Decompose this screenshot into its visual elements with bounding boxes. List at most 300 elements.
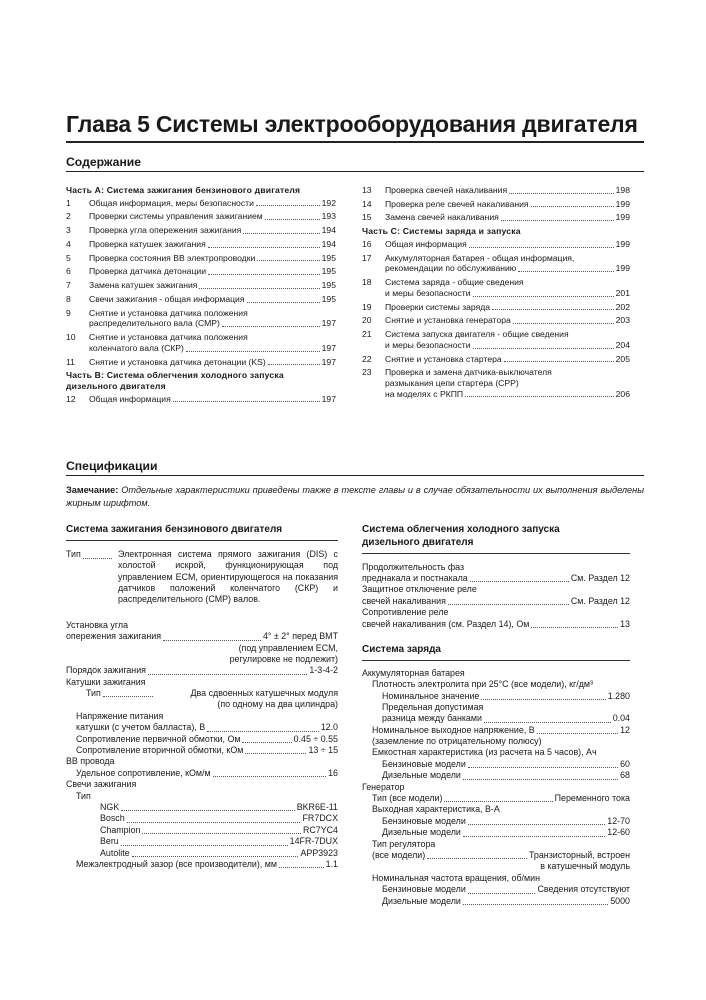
toc-entry [66,280,336,291]
toc-entry-page: 195 [321,266,336,277]
toc-entry-line [385,212,630,223]
toc-entry-page: 205 [615,353,630,364]
prot-row [362,596,630,607]
specs-note [66,484,644,511]
rpm-diesel-value: 5000 [610,895,630,906]
toc-leader-dots [247,302,320,303]
toc-entry-title: Проверки системы управления зажиганием [89,211,263,222]
toc-entry [66,294,336,305]
plug-row [66,848,338,859]
toc-leader-dots [257,260,319,261]
gen-type-value: Переменного тока [554,793,630,804]
out-petrol-value: 12-70 [607,815,630,826]
toc-entry-title-line2: распределительного вала (СМР) [89,318,220,329]
toc-entry-text-block [89,357,336,368]
toc-leader-dots [199,288,319,289]
prot-label-1: Защитное отключение реле [362,584,477,595]
toc-entry-text-block [89,394,336,405]
timing-value-1: 4° ± 2° перед ВМТ [262,631,338,642]
toc-entry-page: 199 [615,198,630,209]
primary-resistance-label: Сопротивление первичной обмотки, Ом [76,733,241,744]
toc-entry-number: 15 [362,212,372,223]
hv-leads-label: ВВ провода [66,756,115,767]
timing-row [66,631,338,642]
toc-entry-line [89,198,336,209]
regulator-value-2: в катушечный модуль [540,861,630,872]
ignition-type-label-cell [66,549,114,606]
toc-entry-title-line1: Проверка и замена датчика-выключателя [385,367,552,378]
toc-entry [362,367,630,399]
nominal-row [362,691,630,702]
toc-entry [66,394,336,405]
out-diesel-label: Дизельные модели [382,827,461,838]
toc-entry-title-line2: и меры безопасности [385,287,471,298]
toc-leader-dots [473,296,614,297]
toc-entry-line [89,239,336,250]
plug-model: BKR6E-11 [296,802,338,812]
chapter-rule [66,141,644,143]
primary-resistance-value: 0.45 ÷ 0.55 [293,733,338,744]
toc-leader-dots [492,309,614,310]
ignition-type-value: Электронная система прямого зажигания (DIS) с холостой искрой, функционирующая под управлением ECM, ориентирующегося на показания датчиков положений коленчатого (СКР) и распределительного (СМР) валов. [118,548,338,605]
toc-entry-number: 5 [66,252,71,263]
toc-entry-page: 202 [615,301,630,312]
toc-entry-line [385,354,630,365]
toc-entry-number: 18 [362,277,372,288]
output-label: Выходная характеристика, В-А [372,804,500,815]
plug-brand: Champion [100,824,141,835]
toc-entry [66,308,336,329]
plugs-type-label: Тип [76,790,91,801]
toc-entry-number: 22 [362,353,372,364]
regulator-value-1: Транзисторный, встроен [529,849,630,860]
supply-row [66,722,338,733]
toc-part-b-heading: Часть B: Система облегчения холодного запуска [66,370,284,381]
toc-entry-page: 199 [615,238,630,249]
toc-leader-dots [243,233,319,234]
toc-entry-line [89,357,336,368]
toc-entry-line [89,280,336,291]
note-text: Отдельные характеристики приведены также в тексте главы и в случае обязательности их выполнения выделены жирным шрифтом. [66,485,644,509]
toc-entry-line [89,394,336,405]
cap-diesel-value: 68 [620,770,630,781]
toc-left-column [66,182,336,407]
coil-type-row [66,688,338,699]
toc-entry-text-block [89,253,336,264]
ignition-type-label: Тип [66,548,81,559]
toc-entry-text-block [89,211,336,222]
contents-rule [66,171,644,172]
toc-entry-page: 204 [615,339,630,350]
out-diesel-value: 12-60 [607,827,630,838]
toc-entry-number: 16 [362,238,372,249]
prot-value: См. Раздел 12 [570,595,630,606]
plug-leader-dots [142,833,301,834]
ignition-spec-column [66,524,338,870]
timing-value-3: регулировке не подлежит) [229,653,338,664]
toc-leader-dots [208,274,320,275]
toc-part-c-list [362,239,630,400]
toc-entry-line [385,185,630,196]
toc-entry-line [89,253,336,264]
toc-entry-title-line1: Система запуска двигателя - общие сведения [385,329,569,340]
toc-right-column [362,184,630,402]
toc-entry-page: 197 [321,393,336,404]
coil-type-value-1: Два сдвоенных катушечных модуля [190,688,338,699]
toc-entry-line [89,266,336,277]
toc-entry-title-line2: рекомендации по обслуживанию [385,263,517,274]
plug-row [66,825,338,836]
ignition-title: Система зажигания бензинового двигателя [66,524,283,535]
plugs-list [66,802,338,859]
toc-entry [362,277,630,298]
toc-entry-text-block [385,302,630,313]
phase-label-1: Продолжительность фаз [362,561,465,572]
toc-entry-title: Замена катушек зажигания [89,280,198,291]
relay-label-2: свечей накаливания (см. Раздел 14), Ом [362,618,530,629]
firing-order-label: Порядок зажигания [66,665,146,676]
primary-resistance-row [66,734,338,745]
toc-part-b-heading-line2: дизельного двигателя [66,381,166,392]
toc-entry-page: 199 [615,263,630,274]
coils-label: Катушки зажигания [66,676,146,687]
toc-leader-dots [265,219,320,220]
firing-order-row [66,665,338,676]
toc-entry-line [89,211,336,222]
toc-entry-title: Проверка свечей накаливания [385,185,508,195]
rpm-diesel-label: Дизельные модели [382,895,461,906]
toc-entry-number: 6 [66,266,71,277]
toc-entry-text-block [385,185,630,196]
toc-leader-dots [268,364,320,365]
toc-part-c-heading: Часть C: Системы заряда и запуска [362,226,521,237]
toc-entry-text-block [385,354,630,365]
toc-entry-title: Снятие и установка стартера [385,353,502,364]
toc-entry-title: Проверка состояния ВВ электропроводки [89,252,256,263]
toc-leader-dots [256,205,320,206]
toc-entry-number: 8 [66,293,71,304]
plug-gap-value: 1.1 [325,858,338,869]
timing-value-2: (под управлением ECM, [238,642,338,653]
regulator-row [362,850,630,861]
timing-label-2: опережения зажигания [66,631,161,642]
toc-entry-text-block [385,199,630,210]
plug-gap-label: Межэлектродный зазор (все производители), мм [76,858,277,869]
ignition-title-rule [66,540,338,541]
toc-leader-dots [531,206,614,207]
ground-note: (заземление по отрицательному полюсу) [372,736,542,747]
toc-entry [362,302,630,313]
density-label: Плотность электролита при 25°С (все модели), кг/дм³ [372,679,593,690]
charging-title-rule [362,660,630,661]
toc-entry-text-block [385,212,630,223]
toc-part-b-list [66,394,336,405]
toc-entry-number: 12 [66,393,76,404]
toc-entry-title-line1: Снятие и установка датчика положения [89,307,248,318]
toc-leader-dots [186,351,320,352]
toc-entry-title-line2: на моделях с РКПП [385,388,464,399]
relay-row [362,619,630,630]
note-label: Замечание: [66,485,119,495]
toc-entry-number: 1 [66,197,71,208]
plug-row [66,813,338,824]
toc-entry-number: 23 [362,367,372,378]
supply-label-1: Напряжение питания [76,710,164,721]
rpm-diesel-row [362,896,630,907]
toc-entry [362,239,630,250]
toc-right-top-list [362,185,630,223]
toc-entry-title: Снятие и установка датчика детонации (KS) [89,356,266,367]
regulator-all-label: (все модели) [372,849,426,860]
toc-entry-page: 197 [321,356,336,367]
regulator-label: Тип регулятора [372,838,436,849]
toc-entry-line [89,318,336,329]
toc-entry-page: 198 [615,185,630,195]
toc-entry-title-line1: Аккумуляторная батарея - общая информация, [385,252,575,263]
toc-entry [66,357,336,368]
plug-row [66,802,338,813]
toc-entry-title: Проверка датчика детонации [89,266,206,277]
out-petrol-row [362,816,630,827]
rpm-petrol-row [362,884,630,895]
toc-entry-text-block [385,315,630,326]
toc-entry [66,225,336,236]
toc-entry-line [385,199,630,210]
toc-entry-title: Общая информация [89,393,171,404]
toc-entry-text-block [385,329,630,350]
cap-diesel-row [362,770,630,781]
toc-entry-line [385,302,630,313]
secondary-resistance-label: Сопротивление вторичной обмотки, кОм [76,745,244,756]
toc-entry-page: 206 [615,388,630,399]
toc-entry-title-line1b: размыкания цепи стартера (СРР) [385,378,519,389]
toc-entry [362,329,630,350]
toc-leader-dots [473,348,614,349]
toc-entry-title: Общая информация [385,238,467,249]
plug-leader-dots [121,845,288,846]
toc-entry-title: Замена свечей накаливания [385,212,499,223]
plug-brand: Beru [100,836,119,847]
toc-entry-page: 192 [321,197,336,208]
toc-entry-page: 199 [615,212,630,223]
maxdiff-label-1: Предельная допустимая [382,701,484,712]
plug-leader-dots [132,856,299,857]
toc-entry [66,211,336,222]
charging-title: Система заряда [362,643,441,655]
generator-label: Генератор [362,781,405,792]
toc-entry-line [385,263,630,274]
toc-entry-page: 193 [321,211,336,222]
rpm-petrol-label: Бензиновые модели [382,884,466,895]
cap-petrol-value: 60 [620,758,630,769]
toc-entry-page: 195 [321,252,336,263]
rpm-label: Номинальная частота вращения, об/мин [372,872,540,883]
plug-row [66,836,338,847]
toc-leader-dots [465,396,614,397]
battery-label: Аккумуляторная батарея [362,667,465,678]
toc-entry-page: 194 [321,225,336,236]
toc-entry-text-block [89,308,336,329]
plug-leader-dots [127,822,301,823]
nominal-value: 1.280 [607,690,630,701]
toc-entry-number: 20 [362,315,372,326]
voltage-label: Номинальное выходное напряжение, В [372,724,535,735]
toc-entry-title: Проверка катушек зажигания [89,238,206,249]
right-spec-column [362,524,630,907]
toc-entry [66,239,336,250]
contents-heading: Содержание [66,155,142,169]
toc-entry-number: 4 [66,238,71,249]
plugs-label: Свечи зажигания [66,779,137,790]
toc-entry-text-block [89,198,336,209]
supply-label-2: катушки (с учетом балласта), В [76,722,206,733]
toc-entry-line [89,343,336,354]
toc-leader-dots [513,323,614,324]
rpm-petrol-value: Сведения отсутствуют [537,884,630,895]
out-petrol-label: Бензиновые модели [382,815,466,826]
relay-value: 13 [620,618,630,629]
voltage-value: 12 [620,724,630,735]
toc-part-a-list [66,198,336,368]
coil-type-label: Тип [86,688,101,699]
toc-entry-line [89,225,336,236]
toc-entry-number: 9 [66,307,71,318]
plug-leader-dots [121,810,294,811]
toc-entry-number: 3 [66,225,71,236]
toc-part-a-heading: Часть A: Система зажигания бензинового двигателя [66,185,301,195]
toc-leader-dots [504,361,614,362]
gen-type-label: Тип (все модели) [372,793,443,804]
toc-entry-number: 7 [66,280,71,291]
phase-row [362,573,630,584]
toc-entry-title: Проверки системы заряда [385,301,491,312]
cap-diesel-label: Дизельные модели [382,770,461,781]
toc-entry-number: 21 [362,329,372,340]
maxdiff-value: 0.04 [612,713,630,724]
specs-heading: Спецификации [66,459,158,473]
phase-label-2: преднакала и постнакала [362,572,468,583]
toc-entry-title: Свечи зажигания - общая информация [89,293,245,304]
toc-entry-line [385,315,630,326]
toc-entry-line [385,389,630,400]
toc-leader-dots [173,401,320,402]
plug-model: 14FR-7DUX [289,836,338,847]
phase-value: См. Раздел 12 [570,572,630,583]
capacity-label: Емкостная характеристика (из расчета на 5 часов), Ач [372,747,597,758]
glow-title-2: дизельного двигателя [362,536,474,548]
supply-value: 12.0 [320,722,338,733]
ignition-type-row [66,549,338,606]
toc-leader-dots [469,247,614,248]
hv-resistance-value: 16 [328,767,338,778]
toc-entry-title-line2: коленчатого вала (СКР) [89,342,184,353]
toc-entry-page: 195 [321,293,336,304]
plug-model: RC7YC4 [302,824,338,835]
toc-entry [66,253,336,264]
toc-entry [362,354,630,365]
glow-title-1: Система облегчения холодного запуска [362,524,560,535]
plug-brand: NGK [100,802,120,812]
toc-entry-line [385,239,630,250]
toc-entry-text-block [385,367,630,399]
toc-entry-number: 17 [362,252,372,263]
toc-entry-page: 197 [321,342,336,353]
toc-entry [362,315,630,326]
toc-entry-title: Проверка угла опережения зажигания [89,225,242,236]
secondary-resistance-row [66,745,338,756]
toc-entry-title-line2: и меры безопасности [385,339,471,350]
glow-title-rule [362,553,630,554]
prot-label-2: свечей накаливания [362,595,446,606]
plug-brand: Autolite [100,847,130,858]
gen-type-row [362,793,630,804]
maxdiff-row [362,713,630,724]
toc-entry-line [385,288,630,299]
coil-type-value-2: (по одному на два цилиндра) [217,699,338,710]
toc-entry-title: Проверка реле свечей накаливания [385,198,529,209]
toc-entry [362,199,630,210]
maxdiff-label-2: разница между банками [382,713,482,724]
toc-entry-title: Снятие и установка генератора [385,315,511,326]
nominal-label: Номинальное значение [382,690,480,701]
toc-leader-dots [509,193,614,194]
toc-entry-text-block [89,294,336,305]
relay-label-1: Сопротивление реле [362,607,449,618]
out-diesel-row [362,827,630,838]
plug-model: FR7DCX [302,813,338,824]
toc-entry-text-block [89,239,336,250]
toc-entry-text-block [89,280,336,291]
toc-leader-dots [208,247,320,248]
toc-entry [66,198,336,209]
toc-entry-number: 19 [362,301,372,312]
toc-entry-text-block [385,239,630,250]
toc-entry-text-block [385,277,630,298]
toc-entry-title-line1: Система заряда - общие сведения [385,277,524,288]
toc-entry-number: 13 [362,185,372,195]
firing-order-value: 1-3-4-2 [309,665,338,676]
toc-entry [66,332,336,353]
toc-entry [66,266,336,277]
toc-entry-page: 197 [321,318,336,329]
toc-entry-page: 194 [321,238,336,249]
toc-entry [362,253,630,274]
toc-entry-number: 11 [66,356,75,367]
toc-entry [362,185,630,196]
plug-brand: Bosch [100,813,125,824]
toc-entry [362,212,630,223]
toc-leader-dots [518,271,613,272]
toc-entry-number: 2 [66,211,71,222]
specs-rule [66,475,644,476]
toc-entry-number: 14 [362,198,372,209]
hv-resistance-row [66,768,338,779]
toc-entry-text-block [89,225,336,236]
toc-entry-title-line1: Снятие и установка датчика положения [89,332,248,343]
timing-label-1: Установка угла [66,619,129,630]
toc-entry-text-block [89,332,336,353]
voltage-row [362,725,630,736]
cap-petrol-row [362,759,630,770]
toc-entry-text-block [385,253,630,274]
cap-petrol-label: Бензиновые модели [382,758,466,769]
toc-entry-number: 10 [66,332,76,343]
hv-resistance-label: Удельное сопротивление, кОм/м [76,767,211,778]
toc-entry-page: 201 [615,287,630,298]
toc-entry-line [385,340,630,351]
chapter-title: Глава 5 Системы электрооборудования двигателя [66,111,638,137]
toc-entry-page: 203 [615,315,630,326]
